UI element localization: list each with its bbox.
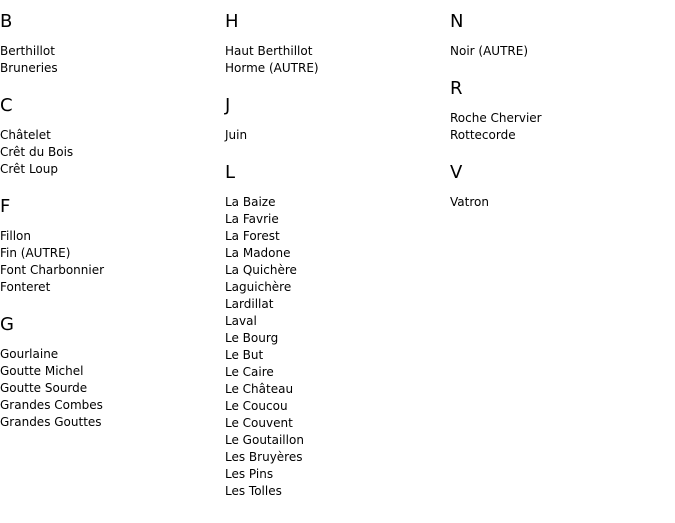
letter-group xyxy=(0,94,225,178)
place-list xyxy=(225,127,450,144)
place-link[interactable]: Goutte Michel xyxy=(0,364,84,378)
place-link[interactable]: La Favrie xyxy=(225,212,279,226)
place-link[interactable]: Fin (AUTRE) xyxy=(0,246,71,260)
letter-group xyxy=(0,10,225,77)
place-link[interactable]: Le Caire xyxy=(225,365,274,379)
place-link[interactable]: Fonteret xyxy=(0,280,51,294)
place-link[interactable]: Grandes Gouttes xyxy=(0,415,102,429)
place-link[interactable]: Font Charbonnier xyxy=(0,263,105,277)
place-link[interactable]: La Madone xyxy=(225,246,291,260)
place-link[interactable]: Bruneries xyxy=(0,61,58,75)
place-list xyxy=(0,228,225,296)
place-link[interactable]: Les Pins xyxy=(225,467,274,481)
letter-heading: H xyxy=(225,11,239,32)
letter-heading: N xyxy=(450,11,464,32)
letter-group xyxy=(225,10,450,77)
place-link[interactable]: La Baize xyxy=(225,195,276,209)
letter-heading: B xyxy=(0,11,13,32)
place-link[interactable]: Goutte Sourde xyxy=(0,381,88,395)
place-link[interactable]: Roche Chervier xyxy=(450,111,542,125)
place-link[interactable]: Crêt Loup xyxy=(0,162,58,176)
place-list xyxy=(0,127,225,178)
place-list xyxy=(450,110,675,144)
place-link[interactable]: Le Château xyxy=(225,382,294,396)
place-link[interactable]: Crêt du Bois xyxy=(0,145,74,159)
letter-group xyxy=(450,10,675,60)
place-list xyxy=(225,194,450,500)
place-list xyxy=(450,194,675,211)
letter-heading: L xyxy=(225,162,236,183)
letter-heading: C xyxy=(0,95,13,116)
place-link[interactable]: Grandes Combes xyxy=(0,398,103,412)
letter-heading: F xyxy=(0,196,11,217)
place-list xyxy=(450,43,675,60)
letter-group xyxy=(450,161,675,211)
place-link[interactable]: Horme (AUTRE) xyxy=(225,61,319,75)
place-link[interactable]: Noir (AUTRE) xyxy=(450,44,529,58)
place-list xyxy=(0,346,225,431)
place-link[interactable]: La Quichère xyxy=(225,263,297,277)
place-link[interactable]: Fillon xyxy=(0,229,31,243)
place-link[interactable]: Berthillot xyxy=(0,44,55,58)
place-link[interactable]: Laguichère xyxy=(225,280,292,294)
letter-group xyxy=(0,195,225,296)
letter-group xyxy=(0,313,225,431)
place-list xyxy=(0,43,225,77)
place-link[interactable]: Lardillat xyxy=(225,297,274,311)
index-column xyxy=(0,10,225,448)
place-link[interactable]: Gourlaine xyxy=(0,347,59,361)
place-link[interactable]: Le But xyxy=(225,348,264,362)
place-link[interactable]: Le Bourg xyxy=(225,331,279,345)
letter-group xyxy=(225,161,450,500)
letter-heading: G xyxy=(0,314,14,335)
place-link[interactable]: Laval xyxy=(225,314,257,328)
place-link[interactable]: La Forest xyxy=(225,229,280,243)
place-link[interactable]: Juin xyxy=(225,128,248,142)
index-column xyxy=(450,10,675,228)
letter-heading: V xyxy=(450,162,463,183)
index-column xyxy=(225,10,450,517)
place-link[interactable]: Les Tolles xyxy=(225,484,282,498)
letter-heading: R xyxy=(450,78,463,99)
place-link[interactable]: Châtelet xyxy=(0,128,51,142)
place-link[interactable]: Le Couvent xyxy=(225,416,293,430)
place-link[interactable]: Le Goutaillon xyxy=(225,433,304,447)
letter-heading: J xyxy=(225,95,231,116)
letter-group xyxy=(450,77,675,144)
letter-group xyxy=(225,94,450,144)
place-link[interactable]: Le Coucou xyxy=(225,399,288,413)
place-link[interactable]: Les Bruyères xyxy=(225,450,303,464)
place-link[interactable]: Vatron xyxy=(450,195,489,209)
place-link[interactable]: Haut Berthillot xyxy=(225,44,313,58)
place-list xyxy=(225,43,450,77)
place-link[interactable]: Rottecorde xyxy=(450,128,516,142)
